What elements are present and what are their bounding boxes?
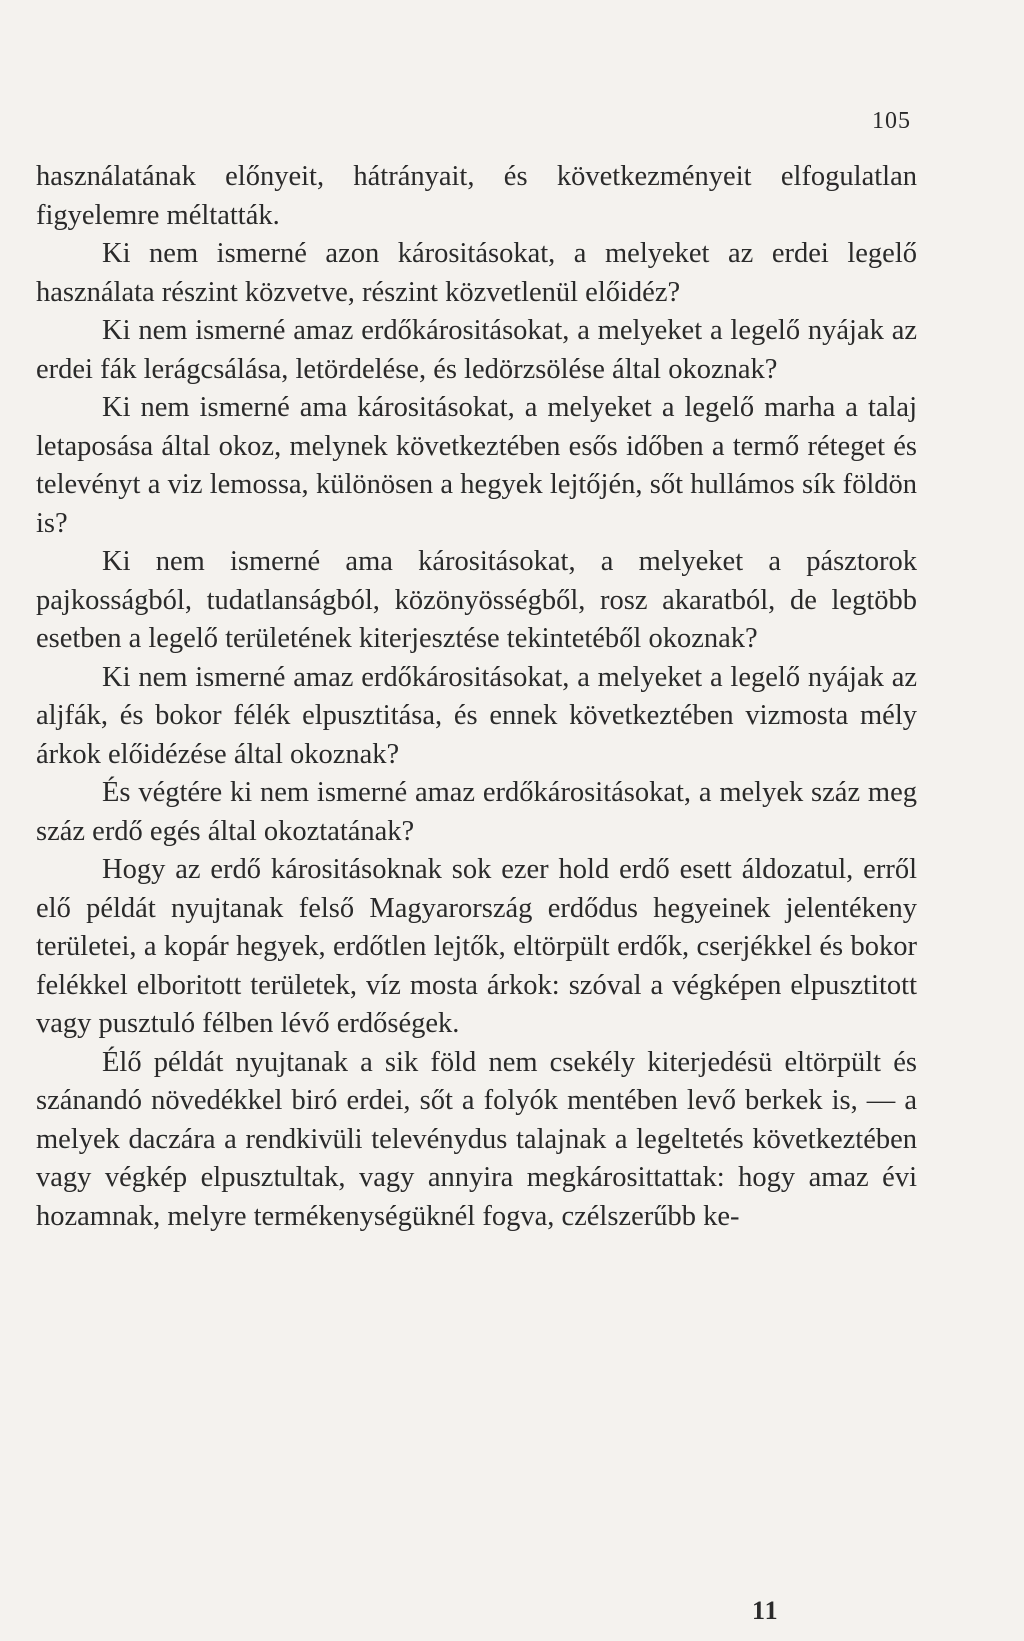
paragraph: Élő példát nyujtanak a sik föld nem csekély kiterjedésü eltörpült és szánandó növedékkel biró erdei, sőt a folyók mentében levő berkek is, — a melyek daczára a rendkivüli televénydus talajnak a legeltetés következtében vagy végkép elpusztultak, vagy annyira megkárosittattak: hogy amaz évi hozamnak, melyre termékenységüknél fogva, czélszerűbb ke-	[36, 1046, 917, 1232]
paragraph: Ki nem ismerné azon kárositásokat, a melyeket az erdei legelő használata részint közvetve, részint közvetlenül előidéz?	[36, 238, 917, 308]
paragraph: Ki nem ismerné amaz erdőkárositásokat, a melyeket a legelő nyájak az aljfák, és bokor félék elpusztitása, és ennek következtében vizmosta mély árkok előidézése által okoznak?	[36, 661, 917, 770]
paragraph: Hogy az erdő kárositásoknak sok ezer hold erdő esett áldozatul, erről elő példát nyujtanak felső Magyarország erdődus hegyeinek jelentékeny területei, a kopár hegyek, erdőtlen lejtők, eltörpült erdők, cserjékkel és bokor felékkel elboritott területek, víz mosta árkok: szóval a végképen elpusztitott vagy pusztuló félben lévő erdőségek.	[36, 854, 917, 1039]
paragraph: Ki nem ismerné ama kárositásokat, a melyeket a legelő marha a talaj letaposása által okoz, melynek következtében esős időben a termő réteget és televényt a viz lemossa, különösen a hegyek lejtőjén, sőt hullámos sík földön is?	[36, 392, 917, 539]
page-number: 105	[872, 108, 911, 134]
paragraph: Ki nem ismerné ama kárositásokat, a melyeket a pásztorok pajkosságból, tudatlanságból, közönyösségből, rosz akaratból, de legtöbb esetben a legelő területének kiterjesztése tekintetéből okoznak?	[36, 546, 917, 654]
signature-mark: 11	[752, 1596, 779, 1625]
paragraph: használatának előnyeit, hátrányait, és következményeit elfogulatlan figyelemre méltatták.	[36, 161, 917, 231]
paragraph: Ki nem ismerné amaz erdőkárositásokat, a melyeket a legelő nyájak az erdei fák lerágcsálása, letördelése, és ledörzsölése által okoznak?	[36, 315, 917, 385]
paragraph: És végtére ki nem ismerné amaz erdőkárositásokat, a melyek száz meg száz erdő egés által okoztatának?	[36, 777, 917, 847]
text-block	[36, 158, 917, 1236]
